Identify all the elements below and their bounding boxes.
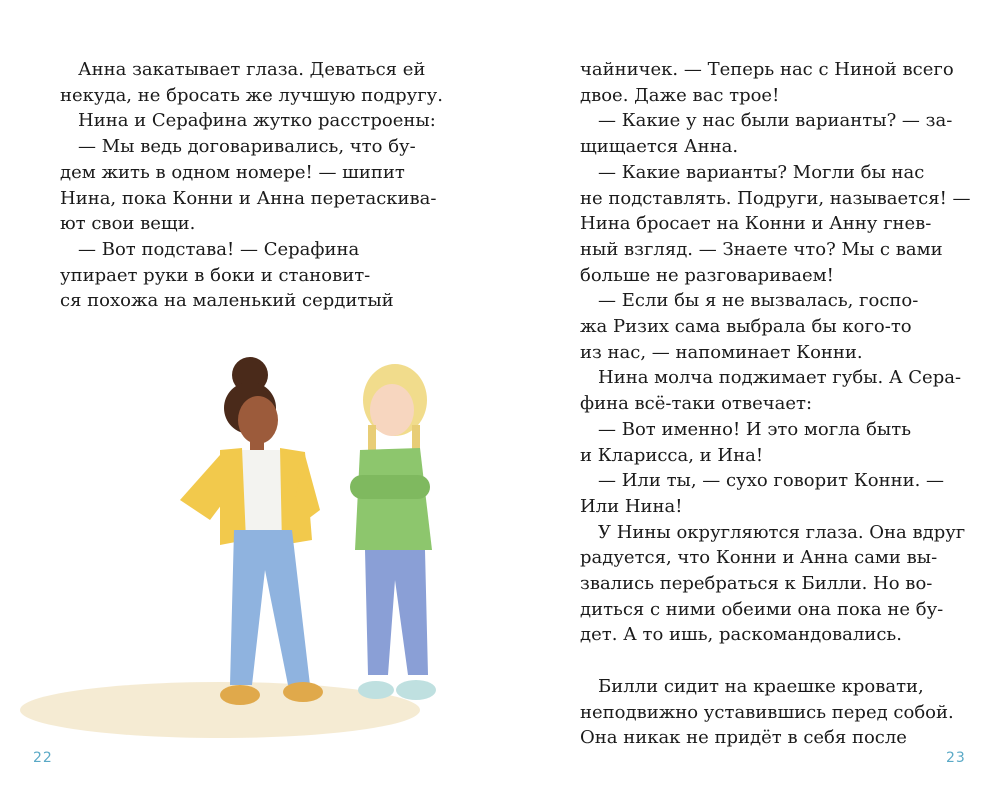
text-line: радуется, что Конни и Анна сами вы- (580, 547, 938, 569)
text-line: двое. Даже вас трое! (580, 84, 780, 106)
two-girls-illustration (20, 340, 460, 740)
text-line: и Кларисса, и Ина! (580, 444, 764, 466)
text-line: — Или ты, — сухо говорит Конни. — (598, 470, 945, 492)
text-line: Анна закатывает глаза. Деваться ей (78, 59, 426, 80)
text-line: Или Нина! (580, 495, 683, 517)
text-line: Билли сидит на краешке кровати, (598, 675, 924, 697)
text-line: щищается Анна. (580, 136, 739, 158)
right-page (500, 0, 1000, 800)
text-line: Нина молча поджимает губы. А Сера- (598, 367, 962, 389)
text-line: жа Ризих сама выбрала бы кого-то (580, 316, 912, 338)
text-line: Нина бросает на Конни и Анну гнев- (580, 213, 932, 235)
text-line: — Мы ведь договаривались, что бу- (78, 136, 416, 158)
text-line: диться с ними обеими она пока не бу- (580, 598, 944, 620)
text-line: из нас, — напоминает Конни. (580, 341, 863, 363)
text-line: чайничек. — Теперь нас с Ниной всего (580, 59, 954, 80)
text-line: — Если бы я не вызвалась, госпо- (598, 290, 919, 312)
text-line: — Вот именно! И это могла быть (598, 418, 911, 440)
text-line: Нина, пока Конни и Анна перетаскива- (60, 187, 437, 209)
right-page-text (580, 57, 971, 751)
left-page-text (60, 57, 443, 314)
text-line: неподвижно уставившись перед собой. (580, 701, 954, 723)
girl-right-figure (350, 364, 436, 700)
text-line: не подставлять. Подруги, называется! — (580, 187, 971, 209)
text-line: ный взгляд. — Знаете что? Мы с вами (580, 238, 943, 260)
section-gap (580, 648, 945, 674)
text-line: Она никак не придёт в себя после (580, 727, 907, 749)
text-line: У Нины округляются глаза. Она вдруг (598, 521, 966, 543)
text-line: — Какие у нас были варианты? — за- (598, 110, 953, 132)
text-line: — Какие варианты? Могли бы нас (598, 161, 925, 183)
text-line: Нина и Серафина жутко расстроены: (78, 110, 436, 132)
text-line: звались перебраться к Билли. Но во- (580, 573, 933, 595)
text-line: фина всё-таки отвечает: (580, 393, 813, 415)
text-line: ся похожа на маленький сердитый (60, 290, 394, 312)
page-number: 23 (946, 750, 966, 766)
text-line: больше не разговариваем! (580, 264, 834, 286)
text-line: — Вот подстава! — Серафина (78, 238, 360, 260)
page-number: 22 (33, 750, 53, 766)
text-line: упирает руки в боки и становит- (60, 264, 371, 286)
text-line: дет. А то ишь, раскомандовались. (580, 624, 902, 646)
girl-left-figure (180, 357, 323, 705)
text-line: ют свои вещи. (60, 213, 196, 235)
text-line: дем жить в одном номере! — шипит (60, 161, 405, 183)
text-line: некуда, не бросать же лучшую подругу. (60, 84, 443, 106)
